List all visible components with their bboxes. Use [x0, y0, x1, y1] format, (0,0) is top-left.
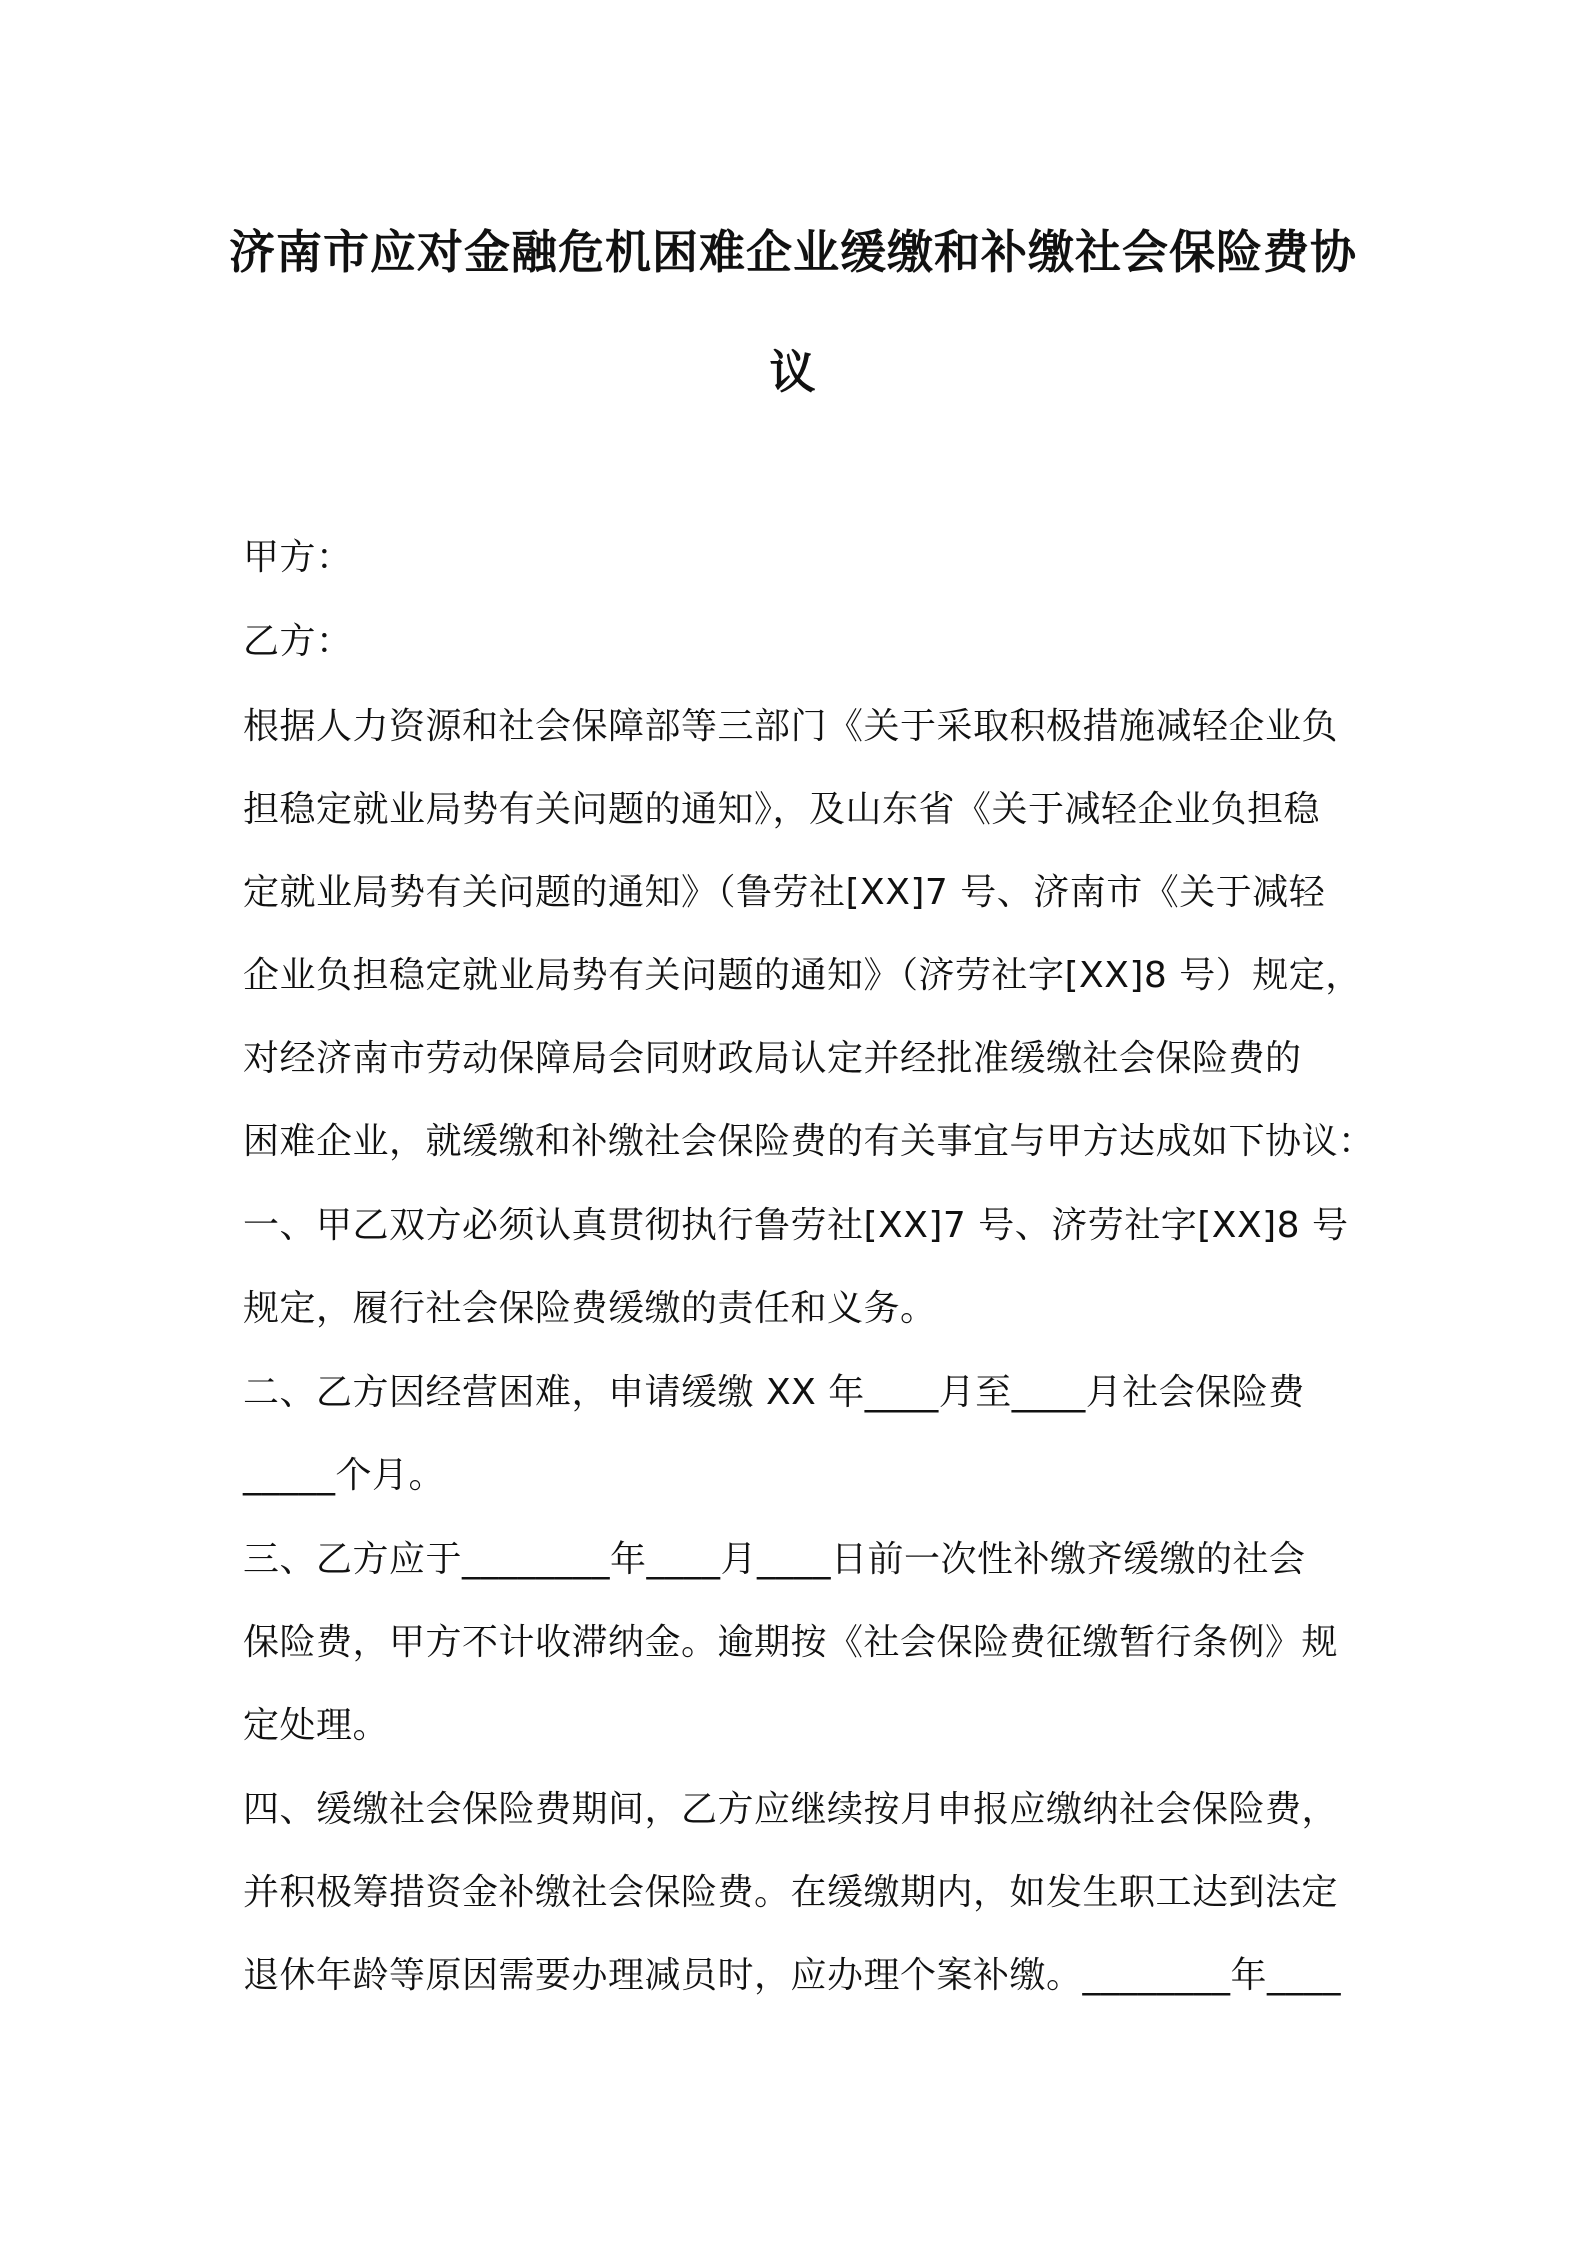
- clause-3-line: 三、乙方应于________年____月____日前一次性补缴齐缓缴的社会: [243, 1539, 1306, 1580]
- body-line: 对经济南市劳动保障局会同财政局认定并经批准缓缴社会保险费的: [243, 1038, 1302, 1079]
- body-line: 担稳定就业局势有关问题的通知》，及山东省《关于减轻企业负担稳: [243, 789, 1321, 830]
- party-a-label: 甲方：: [243, 537, 353, 578]
- clause-4-line: 并积极筹措资金补缴社会保险费。在缓缴期内，如发生职工达到法定: [243, 1872, 1339, 1913]
- clause-3-line: 保险费，甲方不计收滞纳金。逾期按《社会保险费征缴暂行条例》规: [243, 1622, 1339, 1663]
- clause-1-line: 规定，履行社会保险费缓缴的责任和义务。: [243, 1288, 937, 1329]
- clause-3-line: 定处理。: [243, 1705, 390, 1746]
- clause-4-line: 四、缓缴社会保险费期间，乙方应继续按月申报应缴纳社会保险费，: [243, 1789, 1339, 1830]
- document-title-line-1: 济南市应对金融危机困难企业缓缴和补缴社会保险费协: [229, 225, 1357, 279]
- clause-2-line: _____个月。: [243, 1455, 446, 1496]
- clause-2-line: 二、乙方因经营困难，申请缓缴 XX 年____月至____月社会保险费: [243, 1372, 1305, 1413]
- party-b-label: 乙方：: [243, 621, 353, 662]
- clause-4-line: 退休年龄等原因需要办理减员时，应办理个案补缴。________年____: [243, 1955, 1342, 1996]
- body-line: 困难企业，就缓缴和补缴社会保险费的有关事宜与甲方达成如下协议：: [243, 1121, 1375, 1162]
- body-line: 定就业局势有关问题的通知》（鲁劳社[XX]7 号、济南市《关于减轻: [243, 872, 1326, 913]
- body-line: 企业负担稳定就业局势有关问题的通知》（济劳社字[XX]8 号）规定，: [243, 955, 1362, 996]
- document-title-line-2: 议: [769, 345, 817, 399]
- clause-1-line: 一、甲乙双方必须认真贯彻执行鲁劳社[XX]7 号、济劳社字[XX]8 号: [243, 1205, 1349, 1246]
- body-line: 根据人力资源和社会保障部等三部门《关于采取积极措施减轻企业负: [243, 706, 1339, 747]
